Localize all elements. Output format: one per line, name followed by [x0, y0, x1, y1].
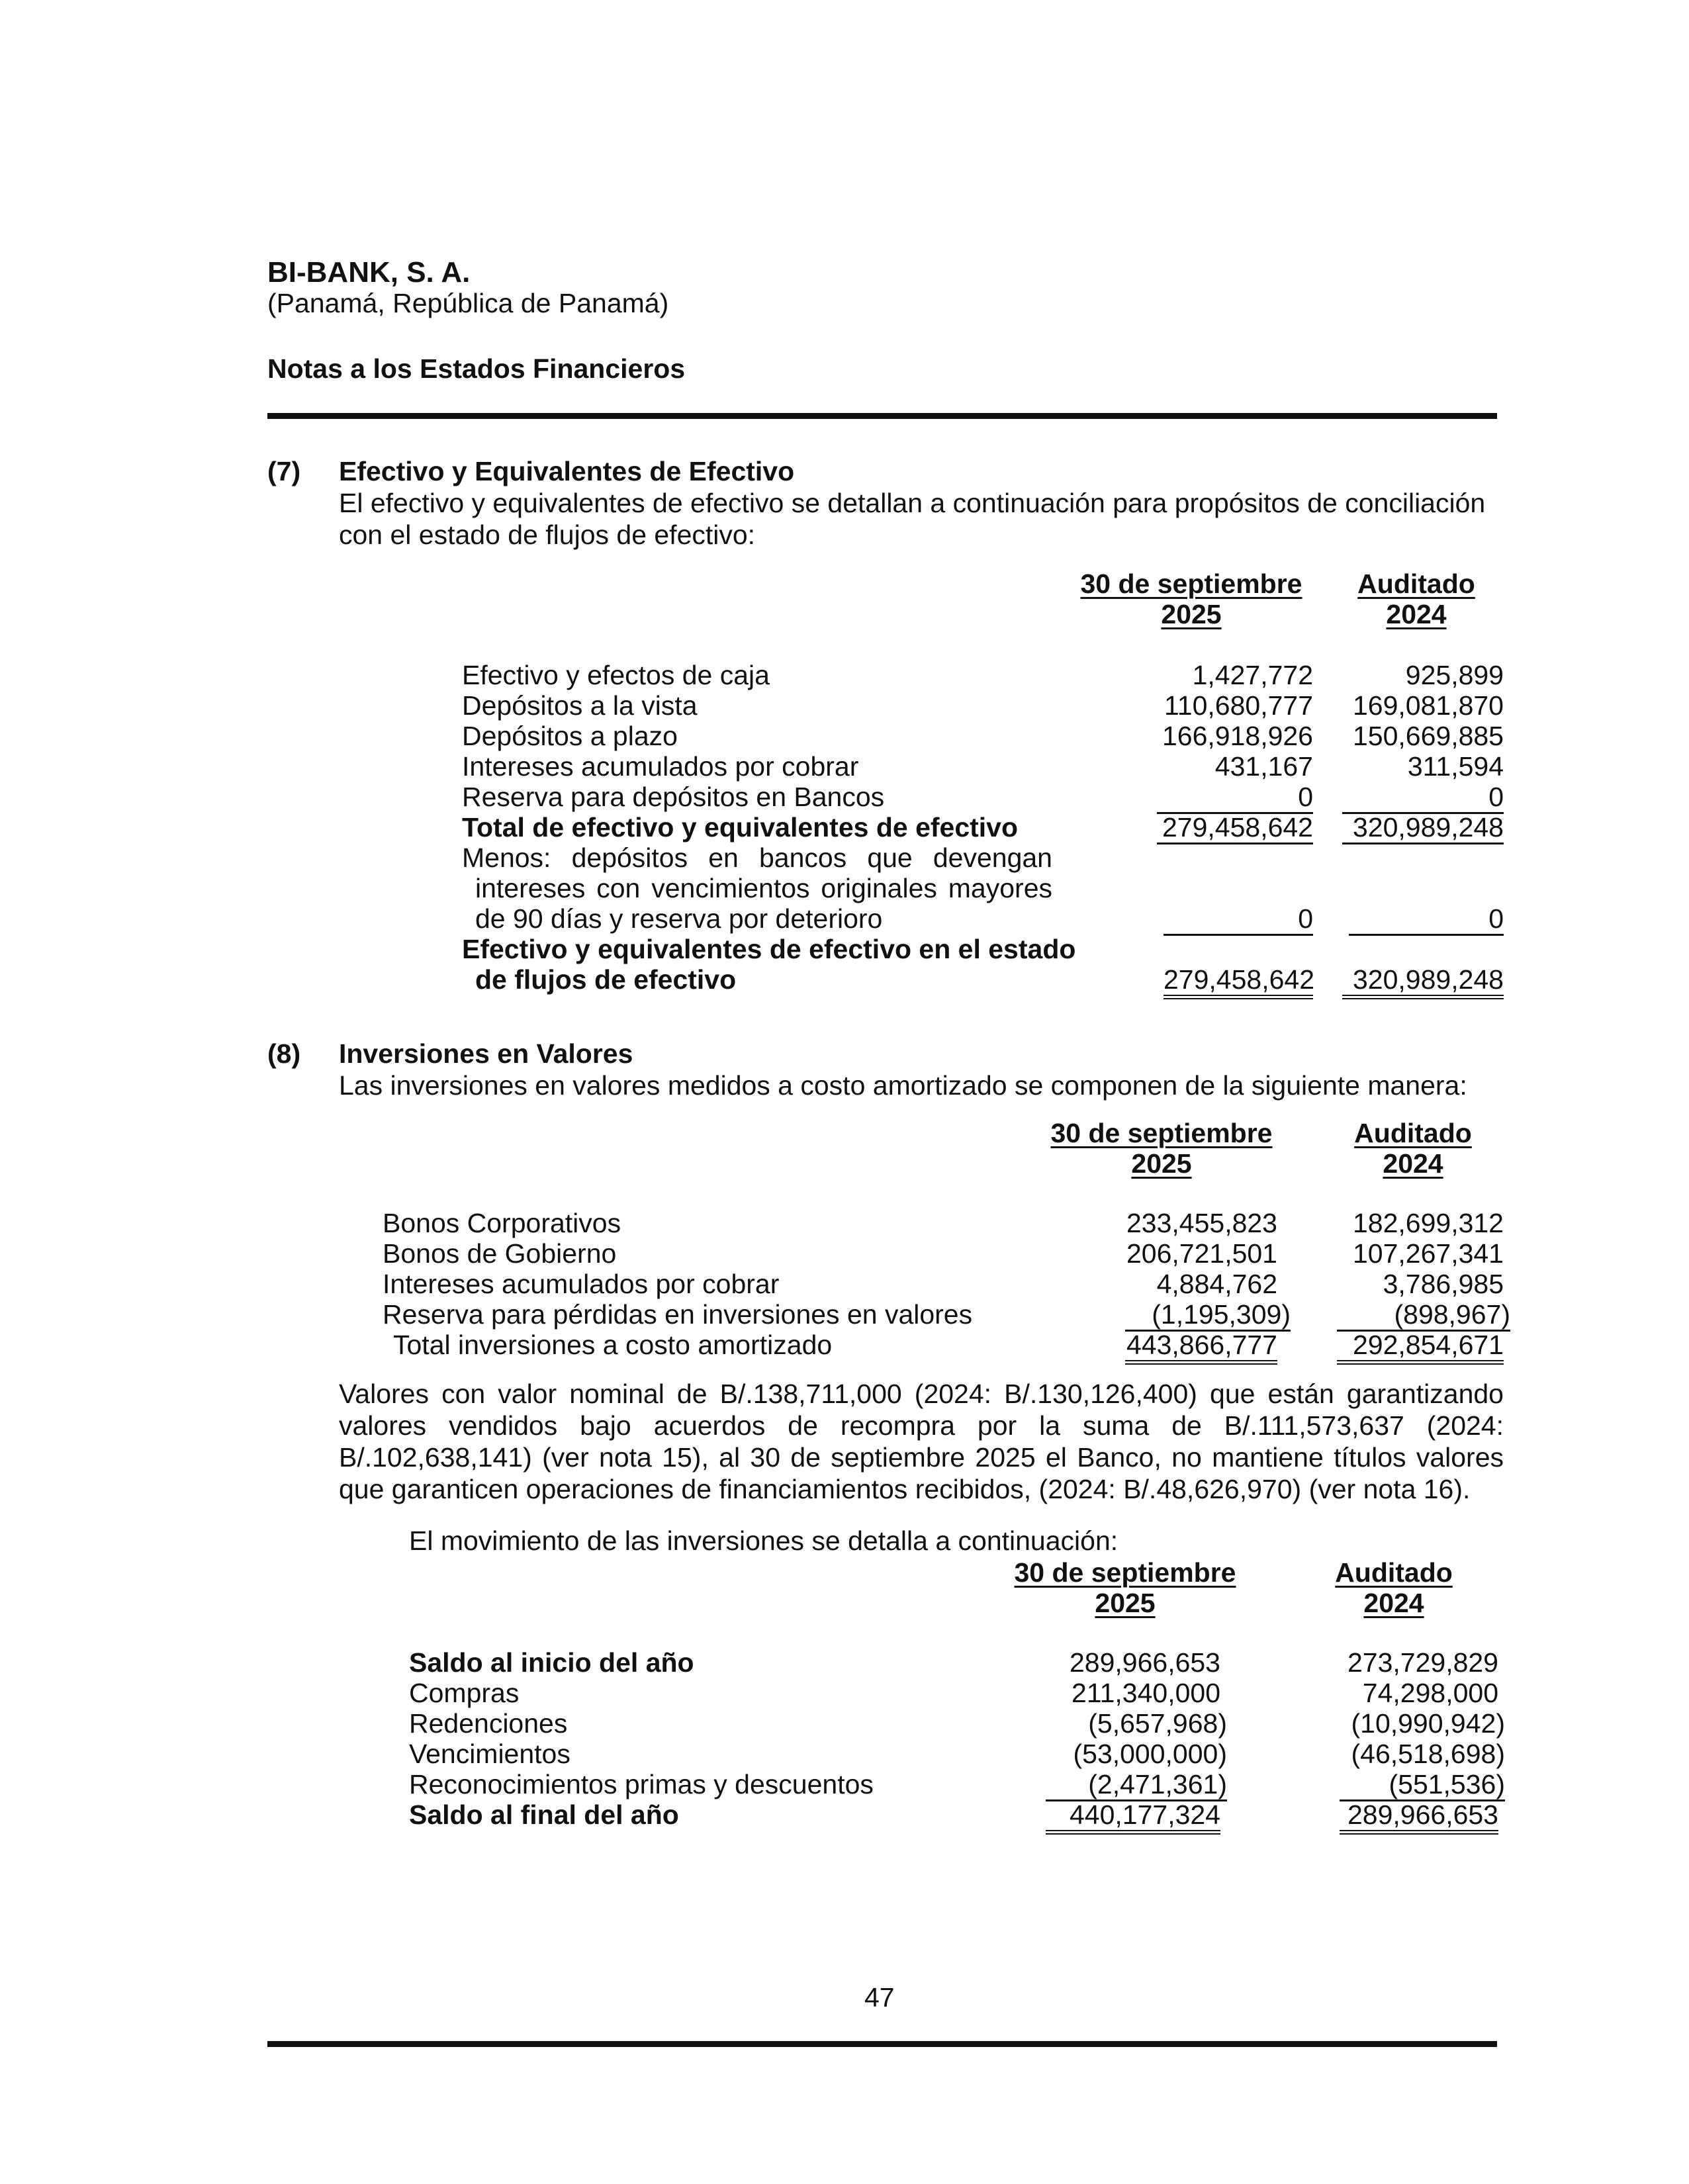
note8-closing-2024: 289,966,653	[1340, 1800, 1498, 1835]
note8-mov-row-2025: (53,000,000)	[1073, 1739, 1227, 1769]
note8-col2-year: 2024	[1383, 1148, 1443, 1179]
note8-row-label: Reserva para pérdidas en inversiones en valores	[383, 1299, 973, 1330]
note7-row-label: Reserva para depósitos en Bancos	[462, 782, 885, 812]
note8-mov-row-2024: (10,990,942)	[1351, 1708, 1505, 1739]
note8-row-label: Bonos de Gobierno	[383, 1238, 617, 1269]
note8-row-2025: 4,884,762	[1156, 1269, 1277, 1299]
note8-movement-intro: El movimiento de las inversiones se detalla a continuación:	[409, 1525, 1118, 1556]
note8-row-2025: 233,455,823	[1126, 1208, 1277, 1238]
note8-mov-col1-year: 2025	[1095, 1588, 1156, 1618]
note7-title: Efectivo y Equivalentes de Efectivo	[339, 456, 795, 486]
note8-mov-row-label: Reconocimientos primas y descuentos	[409, 1769, 874, 1799]
note7-row-2025: 431,167	[1214, 751, 1313, 782]
note7-col1-head: 30 de septiembre	[1080, 569, 1302, 599]
note7-less-2024: 0	[1349, 904, 1504, 936]
note7-less-line3: de 90 días y reserva por deterioro	[475, 903, 883, 934]
note8-mov-row-label: Redenciones	[409, 1708, 568, 1739]
note7-row-2025: 110,680,777	[1164, 690, 1313, 721]
note7-row-2024: 169,081,870	[1352, 690, 1504, 721]
note8-col1-head: 30 de septiembre	[1050, 1118, 1273, 1148]
note8-mov-row-2025: 211,340,000	[1072, 1678, 1220, 1708]
note7-number: (7)	[267, 456, 301, 486]
note8-row-2024: 182,699,312	[1352, 1208, 1504, 1238]
note7-row-2025: 0	[1157, 782, 1313, 814]
bottom-rule	[267, 2041, 1497, 2047]
note8-closing-label: Saldo al final del año	[409, 1799, 679, 1830]
note7-row-2024: 311,594	[1407, 751, 1504, 782]
note8-mov-col2-head: Auditado	[1335, 1557, 1453, 1588]
note7-col2-head: Auditado	[1357, 569, 1475, 599]
note7-total-label: Total de efectivo y equivalentes de efectivo	[462, 812, 1019, 842]
note7-less-2025: 0	[1164, 904, 1313, 936]
note7-less-line1: Menos: depósitos en bancos que devengan	[462, 842, 1052, 873]
note7-row-label: Depósitos a plazo	[462, 721, 678, 751]
note7-row-2025: 166,918,926	[1162, 721, 1313, 751]
note8-paragraph-line4: que garanticen operaciones de financiamientos recibidos, (2024: B/.48,626,970) (ver nota 16).	[339, 1474, 1471, 1504]
note8-row-2025: (1,195,309)	[1125, 1300, 1291, 1332]
note8-mov-row-2025: (5,657,968)	[1088, 1708, 1227, 1739]
note8-paragraph-line3: B/.102,638,141) (ver nota 15), al 30 de septiembre 2025 el Banco, no mantiene títulos valores	[339, 1442, 1504, 1473]
note8-title: Inversiones en Valores	[339, 1038, 633, 1069]
note8-mov-row-2024: (46,518,698)	[1351, 1739, 1505, 1769]
note7-row-2025: 1,427,772	[1192, 660, 1313, 690]
note8-row-label: Bonos Corporativos	[383, 1208, 621, 1238]
note8-total-label: Total inversiones a costo amortizado	[393, 1330, 833, 1360]
note8-paragraph-line1: Valores con valor nominal de B/.138,711,000 (2024: B/.130,126,400) que están garantizando	[339, 1379, 1504, 1409]
note7-final-2025: 279,458,642	[1164, 965, 1313, 999]
note8-intro: Las inversiones en valores medidos a costo amortizado se componen de la siguiente manera:	[339, 1070, 1467, 1101]
note7-intro-line2: con el estado de flujos de efectivo:	[339, 520, 756, 550]
top-rule	[267, 413, 1497, 419]
note7-final-2024: 320,989,248	[1342, 965, 1504, 999]
note7-row-2024: 925,899	[1405, 660, 1504, 690]
note7-row-label: Efectivo y efectos de caja	[462, 660, 770, 690]
note8-row-2024: (898,967)	[1337, 1300, 1510, 1332]
note8-row-2024: 107,267,341	[1352, 1238, 1504, 1269]
note8-mov-col1-head: 30 de septiembre	[1014, 1557, 1236, 1588]
note7-final-line1: Efectivo y equivalentes de efectivo en el estado	[462, 934, 1076, 964]
company-name: BI-BANK, S. A.	[267, 256, 471, 289]
note8-row-label: Intereses acumulados por cobrar	[383, 1269, 780, 1299]
note8-opening-2024: 273,729,829	[1347, 1647, 1498, 1678]
note8-mov-col2-year: 2024	[1363, 1588, 1424, 1618]
note8-row-2024: 3,786,985	[1383, 1269, 1504, 1299]
note8-mov-row-2024: 74,298,000	[1362, 1678, 1498, 1708]
note7-row-label: Depósitos a la vista	[462, 690, 698, 721]
note7-row-2024: 150,669,885	[1352, 721, 1504, 751]
note7-less-line2: intereses con vencimientos originales mayores	[475, 873, 1052, 903]
note8-closing-2025: 440,177,324	[1046, 1800, 1220, 1835]
note8-mov-row-2024: (551,536)	[1340, 1770, 1505, 1801]
note7-row-2024: 0	[1342, 782, 1504, 814]
note8-total-2024: 292,854,671	[1337, 1330, 1504, 1365]
company-location: (Panamá, República de Panamá)	[267, 288, 669, 318]
note7-total-2025: 279,458,642	[1157, 813, 1313, 844]
note8-opening-label: Saldo al inicio del año	[409, 1647, 694, 1678]
note7-row-label: Intereses acumulados por cobrar	[462, 751, 859, 782]
page-subtitle: Notas a los Estados Financieros	[267, 353, 686, 384]
note8-col1-year: 2025	[1131, 1148, 1192, 1179]
note8-col2-head: Auditado	[1354, 1118, 1472, 1148]
page-number: 47	[864, 1982, 895, 2013]
note8-opening-2025: 289,966,653	[1069, 1647, 1220, 1678]
note7-col2-year: 2024	[1386, 599, 1447, 629]
note7-final-line2: de flujos de efectivo	[475, 964, 737, 995]
note8-mov-row-label: Vencimientos	[409, 1739, 571, 1769]
note8-row-2025: 206,721,501	[1126, 1238, 1277, 1269]
note8-paragraph-line2: valores vendidos bajo acuerdos de recompra por la suma de B/.111,573,637 (2024:	[339, 1410, 1504, 1441]
note8-number: (8)	[267, 1038, 301, 1069]
note8-total-2025: 443,866,777	[1125, 1330, 1277, 1365]
note7-intro-line1: El efectivo y equivalentes de efectivo se detallan a continuación para propósitos de conciliación	[339, 488, 1486, 518]
note8-mov-row-2025: (2,471,361)	[1046, 1770, 1227, 1801]
note7-col1-year: 2025	[1161, 599, 1222, 629]
note7-total-2024: 320,989,248	[1342, 813, 1504, 844]
note8-mov-row-label: Compras	[409, 1678, 520, 1708]
